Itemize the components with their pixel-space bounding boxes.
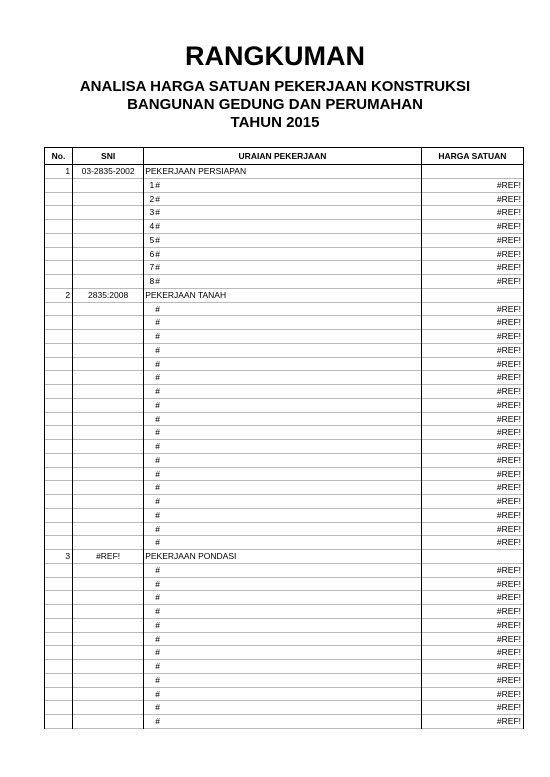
row-no	[45, 536, 73, 550]
row-uraian	[144, 316, 422, 330]
row-sni	[73, 701, 144, 715]
table-row	[45, 508, 524, 522]
row-description: #	[155, 413, 160, 424]
row-description: #	[155, 248, 160, 259]
row-price: #REF!	[421, 660, 523, 674]
section-row	[45, 165, 524, 179]
row-sni	[73, 632, 144, 646]
row-price: #REF!	[421, 577, 523, 591]
row-description: #	[155, 661, 160, 671]
row-sub-number: 2	[149, 193, 155, 204]
row-description: #	[155, 399, 160, 410]
row-price: #REF!	[421, 467, 523, 481]
row-price: #REF!	[421, 247, 523, 261]
section-row	[45, 550, 524, 564]
row-uraian	[144, 343, 422, 357]
table-row	[45, 371, 524, 385]
row-uraian	[144, 398, 422, 412]
table-row	[45, 330, 524, 344]
row-uraian	[144, 618, 422, 632]
table-row	[45, 618, 524, 632]
row-sni	[73, 371, 144, 385]
section-number: 2	[45, 288, 73, 302]
row-sni	[73, 357, 144, 371]
table-body	[45, 165, 524, 729]
row-no	[45, 715, 73, 729]
section-number: 1	[45, 165, 73, 179]
row-description: #	[155, 427, 160, 438]
table-row	[45, 192, 524, 206]
row-price: #REF!	[421, 440, 523, 454]
row-sni	[73, 687, 144, 701]
row-no	[45, 426, 73, 440]
row-no	[45, 412, 73, 426]
row-uraian	[144, 247, 422, 261]
row-no	[45, 220, 73, 234]
row-description: #	[155, 372, 160, 383]
row-price: #REF!	[421, 316, 523, 330]
row-no	[45, 206, 73, 220]
row-no	[45, 632, 73, 646]
row-price: #REF!	[421, 715, 523, 729]
row-uraian	[144, 687, 422, 701]
row-uraian	[144, 481, 422, 495]
row-no	[45, 371, 73, 385]
section-price	[421, 288, 523, 302]
row-sni	[73, 330, 144, 344]
row-price: #REF!	[421, 398, 523, 412]
row-sni	[73, 646, 144, 660]
row-description: #	[155, 606, 160, 616]
row-price: #REF!	[421, 522, 523, 536]
row-no	[45, 481, 73, 495]
row-uraian	[144, 275, 422, 289]
table-row	[45, 632, 524, 646]
row-description: #	[155, 688, 160, 699]
row-price: #REF!	[421, 357, 523, 371]
row-uraian	[144, 536, 422, 550]
table-row	[45, 563, 524, 577]
row-price: #REF!	[421, 536, 523, 550]
row-no	[45, 646, 73, 660]
table-row	[45, 646, 524, 660]
row-uraian	[144, 330, 422, 344]
table-row	[45, 577, 524, 591]
row-description: #	[155, 454, 160, 465]
row-uraian	[144, 440, 422, 454]
row-sni	[73, 426, 144, 440]
table-row	[45, 398, 524, 412]
row-description: #	[155, 509, 160, 520]
row-no	[45, 178, 73, 192]
col-header-sni: SNI	[73, 148, 144, 165]
row-sni	[73, 591, 144, 605]
section-sni: #REF!	[73, 550, 144, 564]
row-sni	[73, 247, 144, 261]
row-description: #	[155, 317, 160, 328]
row-no	[45, 563, 73, 577]
row-description: #	[155, 386, 160, 396]
row-sub-number: 5	[149, 234, 155, 245]
table-row	[45, 522, 524, 536]
row-description: #	[155, 633, 160, 644]
row-uraian	[144, 508, 422, 522]
row-uraian	[144, 412, 422, 426]
row-description: #	[155, 344, 160, 355]
row-price: #REF!	[421, 687, 523, 701]
row-sni	[73, 385, 144, 399]
row-no	[45, 453, 73, 467]
row-description: #	[155, 702, 160, 713]
row-price: #REF!	[421, 701, 523, 715]
row-price: #REF!	[421, 605, 523, 619]
subtitle-year: TAHUN 2015	[230, 114, 320, 131]
table-row	[45, 660, 524, 674]
row-no	[45, 701, 73, 715]
row-description: #	[155, 358, 160, 369]
table-row	[45, 178, 524, 192]
row-description: #	[155, 496, 160, 506]
table-row	[45, 467, 524, 481]
row-sub-number: 7	[149, 262, 155, 273]
table-row	[45, 495, 524, 509]
row-price: #REF!	[421, 618, 523, 632]
row-uraian	[144, 385, 422, 399]
table-row	[45, 220, 524, 234]
row-sni	[73, 302, 144, 316]
row-description: #	[155, 221, 160, 231]
row-price: #REF!	[421, 412, 523, 426]
row-uraian	[144, 673, 422, 687]
row-uraian	[144, 261, 422, 275]
row-sni	[73, 440, 144, 454]
row-sni	[73, 495, 144, 509]
table-row	[45, 687, 524, 701]
row-uraian	[144, 371, 422, 385]
row-price: #REF!	[421, 426, 523, 440]
row-price: #REF!	[421, 302, 523, 316]
row-description: #	[155, 592, 160, 603]
row-description: #	[155, 523, 160, 534]
row-uraian	[144, 646, 422, 660]
row-uraian	[144, 206, 422, 220]
row-sub-number: 1	[149, 179, 155, 190]
section-price	[421, 550, 523, 564]
row-sni	[73, 563, 144, 577]
row-no	[45, 440, 73, 454]
col-header-no: No.	[45, 148, 73, 165]
row-price: #REF!	[421, 673, 523, 687]
row-no	[45, 577, 73, 591]
row-sub-number: 6	[149, 248, 155, 259]
row-price: #REF!	[421, 481, 523, 495]
row-description: #	[155, 262, 160, 273]
row-uraian	[144, 357, 422, 371]
table-row	[45, 701, 524, 715]
row-sub-number: 3	[149, 207, 155, 218]
row-uraian	[144, 591, 422, 605]
row-no	[45, 467, 73, 481]
row-no	[45, 343, 73, 357]
section-sni: 2835:2008	[73, 288, 144, 302]
summary-table	[44, 147, 524, 729]
row-no	[45, 357, 73, 371]
section-sni: 03-2835-2002	[73, 165, 144, 179]
table-row	[45, 247, 524, 261]
row-description: #	[155, 468, 160, 479]
row-sni	[73, 673, 144, 687]
row-sni	[73, 233, 144, 247]
row-price: #REF!	[421, 385, 523, 399]
row-uraian	[144, 220, 422, 234]
row-no	[45, 316, 73, 330]
table-row	[45, 481, 524, 495]
row-description: #	[155, 179, 160, 190]
row-uraian	[144, 453, 422, 467]
row-description: #	[155, 331, 160, 341]
col-header-uraian: URAIAN PEKERJAAN	[144, 148, 422, 165]
row-price: #REF!	[421, 192, 523, 206]
row-description: #	[155, 234, 160, 245]
table-row	[45, 715, 524, 729]
row-sni	[73, 343, 144, 357]
row-no	[45, 233, 73, 247]
row-description: #	[155, 303, 160, 314]
section-name: PEKERJAAN PONDASI	[144, 550, 422, 564]
table-row	[45, 385, 524, 399]
row-uraian	[144, 302, 422, 316]
row-uraian	[144, 715, 422, 729]
row-no	[45, 330, 73, 344]
row-uraian	[144, 495, 422, 509]
row-price: #REF!	[421, 261, 523, 275]
row-price: #REF!	[421, 178, 523, 192]
row-sni	[73, 605, 144, 619]
row-no	[45, 495, 73, 509]
table-row	[45, 233, 524, 247]
col-header-harga: HARGA SATUAN	[421, 148, 523, 165]
row-no	[45, 522, 73, 536]
table-row	[45, 206, 524, 220]
row-no	[45, 302, 73, 316]
row-price: #REF!	[421, 330, 523, 344]
row-no	[45, 261, 73, 275]
row-description: #	[155, 578, 160, 589]
row-price: #REF!	[421, 343, 523, 357]
row-uraian	[144, 701, 422, 715]
subtitle-line-1: ANALISA HARGA SATUAN PEKERJAAN KONSTRUKSI	[79, 78, 471, 95]
row-description: #	[155, 647, 160, 658]
row-no	[45, 673, 73, 687]
row-uraian	[144, 605, 422, 619]
row-description: #	[155, 619, 160, 630]
row-no	[45, 247, 73, 261]
row-sni	[73, 192, 144, 206]
section-price	[421, 165, 523, 179]
document-title: RANGKUMAN	[185, 41, 365, 71]
row-uraian	[144, 563, 422, 577]
row-price: #REF!	[421, 220, 523, 234]
section-number: 3	[45, 550, 73, 564]
row-price: #REF!	[421, 371, 523, 385]
row-description: #	[155, 441, 160, 451]
table-row	[45, 426, 524, 440]
row-sub-number: 4	[149, 221, 155, 231]
section-name: PEKERJAAN TANAH	[144, 288, 422, 302]
row-price: #REF!	[421, 591, 523, 605]
row-price: #REF!	[421, 508, 523, 522]
row-description: #	[155, 207, 160, 218]
row-uraian	[144, 178, 422, 192]
table-row	[45, 453, 524, 467]
row-no	[45, 618, 73, 632]
row-price: #REF!	[421, 632, 523, 646]
row-description: #	[155, 193, 160, 204]
section-row	[45, 288, 524, 302]
row-sni	[73, 220, 144, 234]
row-uraian	[144, 632, 422, 646]
row-description: #	[155, 674, 160, 685]
row-uraian	[144, 467, 422, 481]
row-no	[45, 660, 73, 674]
row-sni	[73, 715, 144, 729]
row-sni	[73, 398, 144, 412]
row-sni	[73, 275, 144, 289]
table-row	[45, 536, 524, 550]
table-row	[45, 412, 524, 426]
row-sub-number: 8	[149, 276, 155, 286]
table-row	[45, 591, 524, 605]
row-no	[45, 275, 73, 289]
row-uraian	[144, 192, 422, 206]
row-price: #REF!	[421, 206, 523, 220]
row-price: #REF!	[421, 233, 523, 247]
row-sni	[73, 536, 144, 550]
table-row	[45, 302, 524, 316]
row-uraian	[144, 233, 422, 247]
table-row	[45, 440, 524, 454]
row-description: #	[155, 564, 160, 575]
row-description: #	[155, 716, 160, 726]
table-header-row	[45, 148, 524, 165]
row-sni	[73, 660, 144, 674]
row-sni	[73, 261, 144, 275]
row-description: #	[155, 276, 160, 286]
table-row	[45, 275, 524, 289]
row-sni	[73, 522, 144, 536]
row-description: #	[155, 537, 160, 548]
subtitle-line-2: BANGUNAN GEDUNG DAN PERUMAHAN	[127, 96, 423, 113]
row-no	[45, 508, 73, 522]
row-price: #REF!	[421, 646, 523, 660]
table-row	[45, 605, 524, 619]
row-uraian	[144, 660, 422, 674]
row-sni	[73, 206, 144, 220]
row-sni	[73, 453, 144, 467]
row-sni	[73, 467, 144, 481]
table-row	[45, 261, 524, 275]
row-no	[45, 605, 73, 619]
row-uraian	[144, 426, 422, 440]
row-no	[45, 591, 73, 605]
section-name: PEKERJAAN PERSIAPAN	[144, 165, 422, 179]
row-no	[45, 687, 73, 701]
row-description: #	[155, 482, 160, 493]
row-price: #REF!	[421, 563, 523, 577]
row-sni	[73, 412, 144, 426]
row-sni	[73, 481, 144, 495]
row-no	[45, 192, 73, 206]
row-no	[45, 398, 73, 412]
row-sni	[73, 577, 144, 591]
row-sni	[73, 316, 144, 330]
row-sni	[73, 178, 144, 192]
row-no	[45, 385, 73, 399]
row-sni	[73, 618, 144, 632]
row-price: #REF!	[421, 275, 523, 289]
row-sni	[73, 508, 144, 522]
table-row	[45, 357, 524, 371]
table-row	[45, 673, 524, 687]
row-uraian	[144, 522, 422, 536]
table-row	[45, 316, 524, 330]
row-price: #REF!	[421, 453, 523, 467]
row-price: #REF!	[421, 495, 523, 509]
row-uraian	[144, 577, 422, 591]
table-row	[45, 343, 524, 357]
